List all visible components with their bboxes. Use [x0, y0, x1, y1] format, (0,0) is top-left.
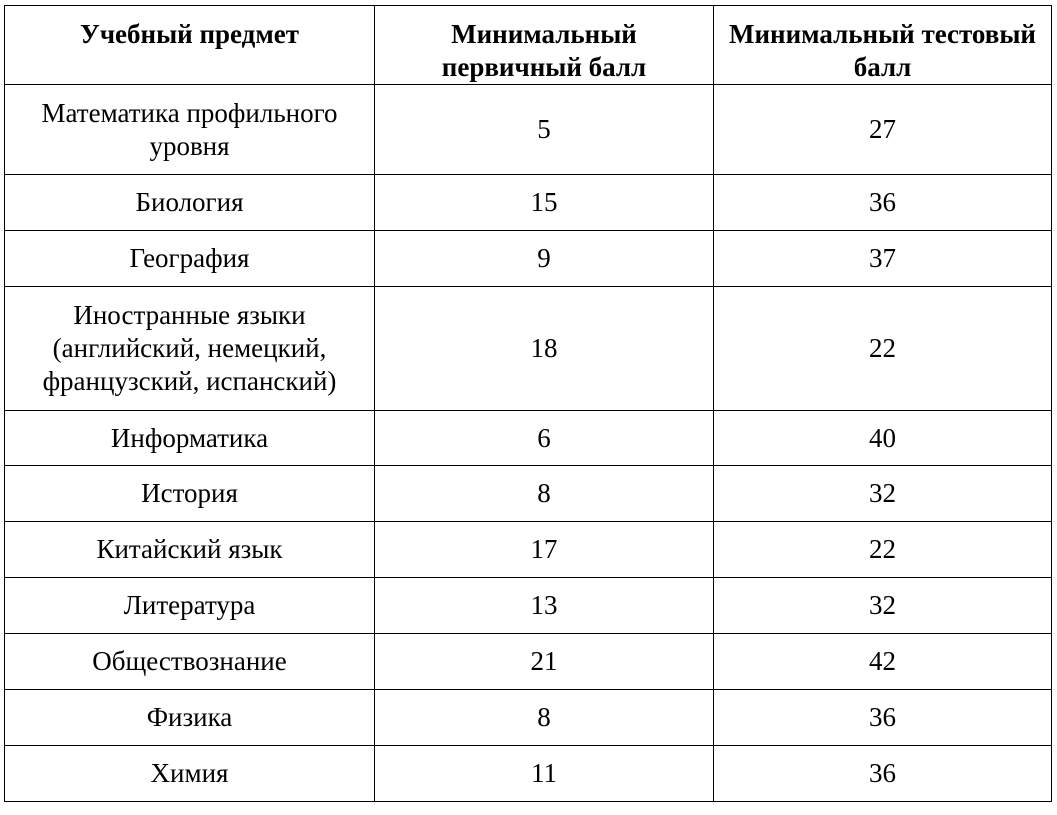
cell-primary: 9 — [375, 231, 714, 287]
cell-primary: 8 — [375, 690, 714, 746]
table-row — [5, 85, 1052, 175]
cell-primary: 6 — [375, 411, 714, 466]
table-row — [5, 746, 1052, 802]
cell-subject: Китайский язык — [5, 522, 375, 578]
scores-table — [4, 5, 1052, 802]
cell-primary: 21 — [375, 634, 714, 690]
cell-primary: 18 — [375, 287, 714, 411]
cell-subject: Химия — [5, 746, 375, 802]
cell-test: 42 — [714, 634, 1052, 690]
table-row — [5, 634, 1052, 690]
header-row — [5, 6, 1052, 85]
cell-test: 36 — [714, 746, 1052, 802]
cell-subject: География — [5, 231, 375, 287]
table-row — [5, 522, 1052, 578]
table-row — [5, 466, 1052, 522]
header-min-primary-score: Минимальный первичный балл — [375, 6, 714, 85]
cell-test: 36 — [714, 690, 1052, 746]
cell-subject: Информатика — [5, 411, 375, 466]
table-row — [5, 411, 1052, 466]
table-row — [5, 175, 1052, 231]
cell-test: 22 — [714, 287, 1052, 411]
cell-subject: Иностранные языки (английский, немецкий, французский, испанский) — [5, 287, 375, 411]
table-row — [5, 690, 1052, 746]
table-row — [5, 287, 1052, 411]
table-row — [5, 231, 1052, 287]
header-subject: Учебный предмет — [5, 6, 375, 85]
cell-primary: 15 — [375, 175, 714, 231]
cell-subject: Литература — [5, 578, 375, 634]
cell-primary: 11 — [375, 746, 714, 802]
cell-primary: 13 — [375, 578, 714, 634]
cell-test: 36 — [714, 175, 1052, 231]
cell-test: 37 — [714, 231, 1052, 287]
cell-subject: Физика — [5, 690, 375, 746]
cell-subject: Обществознание — [5, 634, 375, 690]
header-min-test-score: Минимальный тестовый балл — [714, 6, 1052, 85]
cell-test: 22 — [714, 522, 1052, 578]
cell-test: 40 — [714, 411, 1052, 466]
cell-test: 27 — [714, 85, 1052, 175]
cell-primary: 5 — [375, 85, 714, 175]
cell-subject: Математика профильного уровня — [5, 85, 375, 175]
cell-primary: 8 — [375, 466, 714, 522]
cell-subject: История — [5, 466, 375, 522]
cell-subject: Биология — [5, 175, 375, 231]
cell-test: 32 — [714, 578, 1052, 634]
cell-test: 32 — [714, 466, 1052, 522]
cell-primary: 17 — [375, 522, 714, 578]
table-row — [5, 578, 1052, 634]
